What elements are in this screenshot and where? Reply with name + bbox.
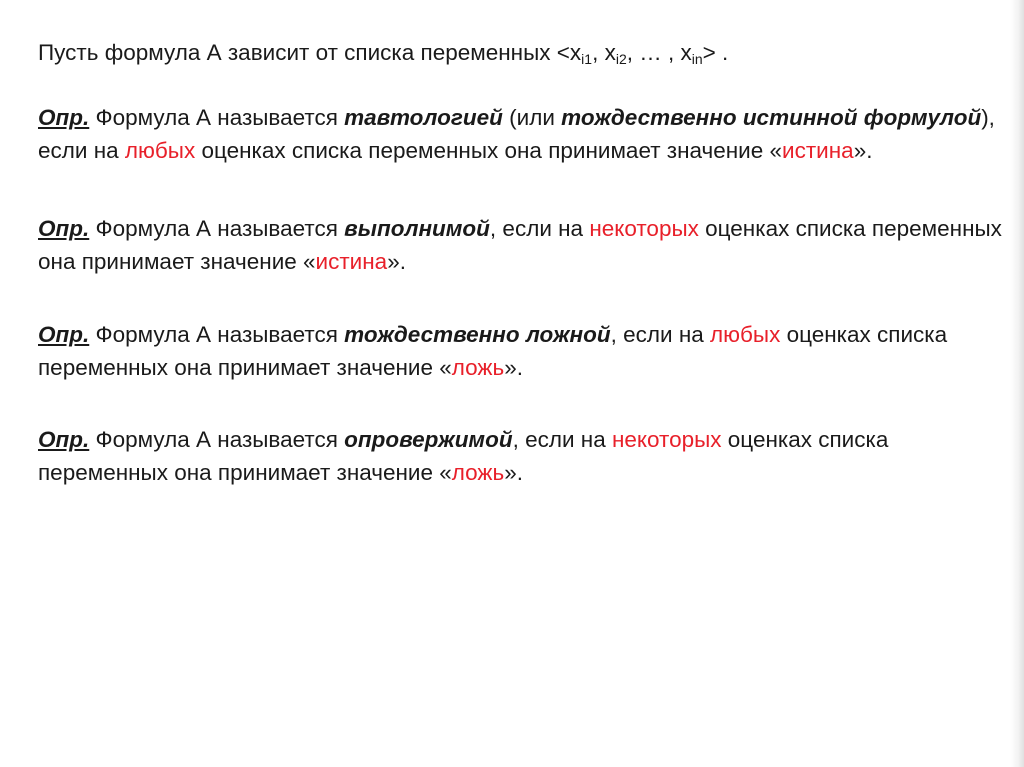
definition-term: опровержимой xyxy=(344,427,513,452)
definition-term: тавтологией xyxy=(344,105,503,130)
definition-text: Формула А называется xyxy=(89,105,345,130)
quantifier-highlight: любых xyxy=(124,138,196,163)
definition-end: ». xyxy=(504,460,523,485)
definition-end: ». xyxy=(853,138,873,163)
definition-label: Опр. xyxy=(38,322,90,347)
intro-paragraph xyxy=(38,36,1013,69)
definition-text: Формула А называется xyxy=(89,216,345,241)
intro-text: Пусть формула А зависит от списка переменных <x xyxy=(38,40,582,65)
truth-value-highlight: истина xyxy=(315,249,388,274)
definition-text: оценках списка переменных она принимает значение « xyxy=(38,427,889,485)
definition-text: Формула А называется xyxy=(89,322,345,347)
quantifier-highlight: любых xyxy=(710,322,781,347)
definition-text: оценках списка переменных она принимает значение « xyxy=(195,138,783,163)
definition-label: Опр. xyxy=(38,427,90,452)
definition-text: (или xyxy=(502,105,562,130)
definition-text: , если на xyxy=(512,427,612,452)
definition-satisfiable xyxy=(38,212,1013,278)
definition-text: оценках списка переменных она принимает значение « xyxy=(38,216,1002,274)
subscript-i1: i1 xyxy=(581,51,593,67)
truth-value-highlight: ложь xyxy=(451,460,505,485)
definition-term-alt: тождественно истинной формулой xyxy=(561,105,982,130)
definition-term: выполнимой xyxy=(344,216,490,241)
definition-text: , если на xyxy=(610,322,711,347)
intro-separator-1: , x xyxy=(592,40,616,65)
definition-text: ), если на xyxy=(38,105,995,163)
truth-value-highlight: ложь xyxy=(451,355,505,380)
definition-contradiction xyxy=(38,318,1013,384)
definition-term: тождественно ложной xyxy=(344,322,611,347)
definition-tautology xyxy=(38,101,1013,167)
definition-label: Опр. xyxy=(38,216,90,241)
definition-end: ». xyxy=(504,355,523,380)
definition-label: Опр. xyxy=(38,105,90,130)
quantifier-highlight: некоторых xyxy=(611,427,722,452)
intro-end: > . xyxy=(702,40,729,65)
definition-end: ». xyxy=(387,249,406,274)
definition-text: , если на xyxy=(489,216,590,241)
truth-value-highlight: истина xyxy=(782,138,854,163)
quantifier-highlight: некоторых xyxy=(589,216,699,241)
subscript-i2: i2 xyxy=(615,51,627,67)
definition-text: оценках списка переменных она принимает значение « xyxy=(38,322,948,380)
definition-refutable xyxy=(38,423,1013,489)
subscript-in: in xyxy=(691,51,703,67)
definition-text: Формула А называется xyxy=(89,427,345,452)
intro-separator-2: , … , x xyxy=(626,40,692,65)
